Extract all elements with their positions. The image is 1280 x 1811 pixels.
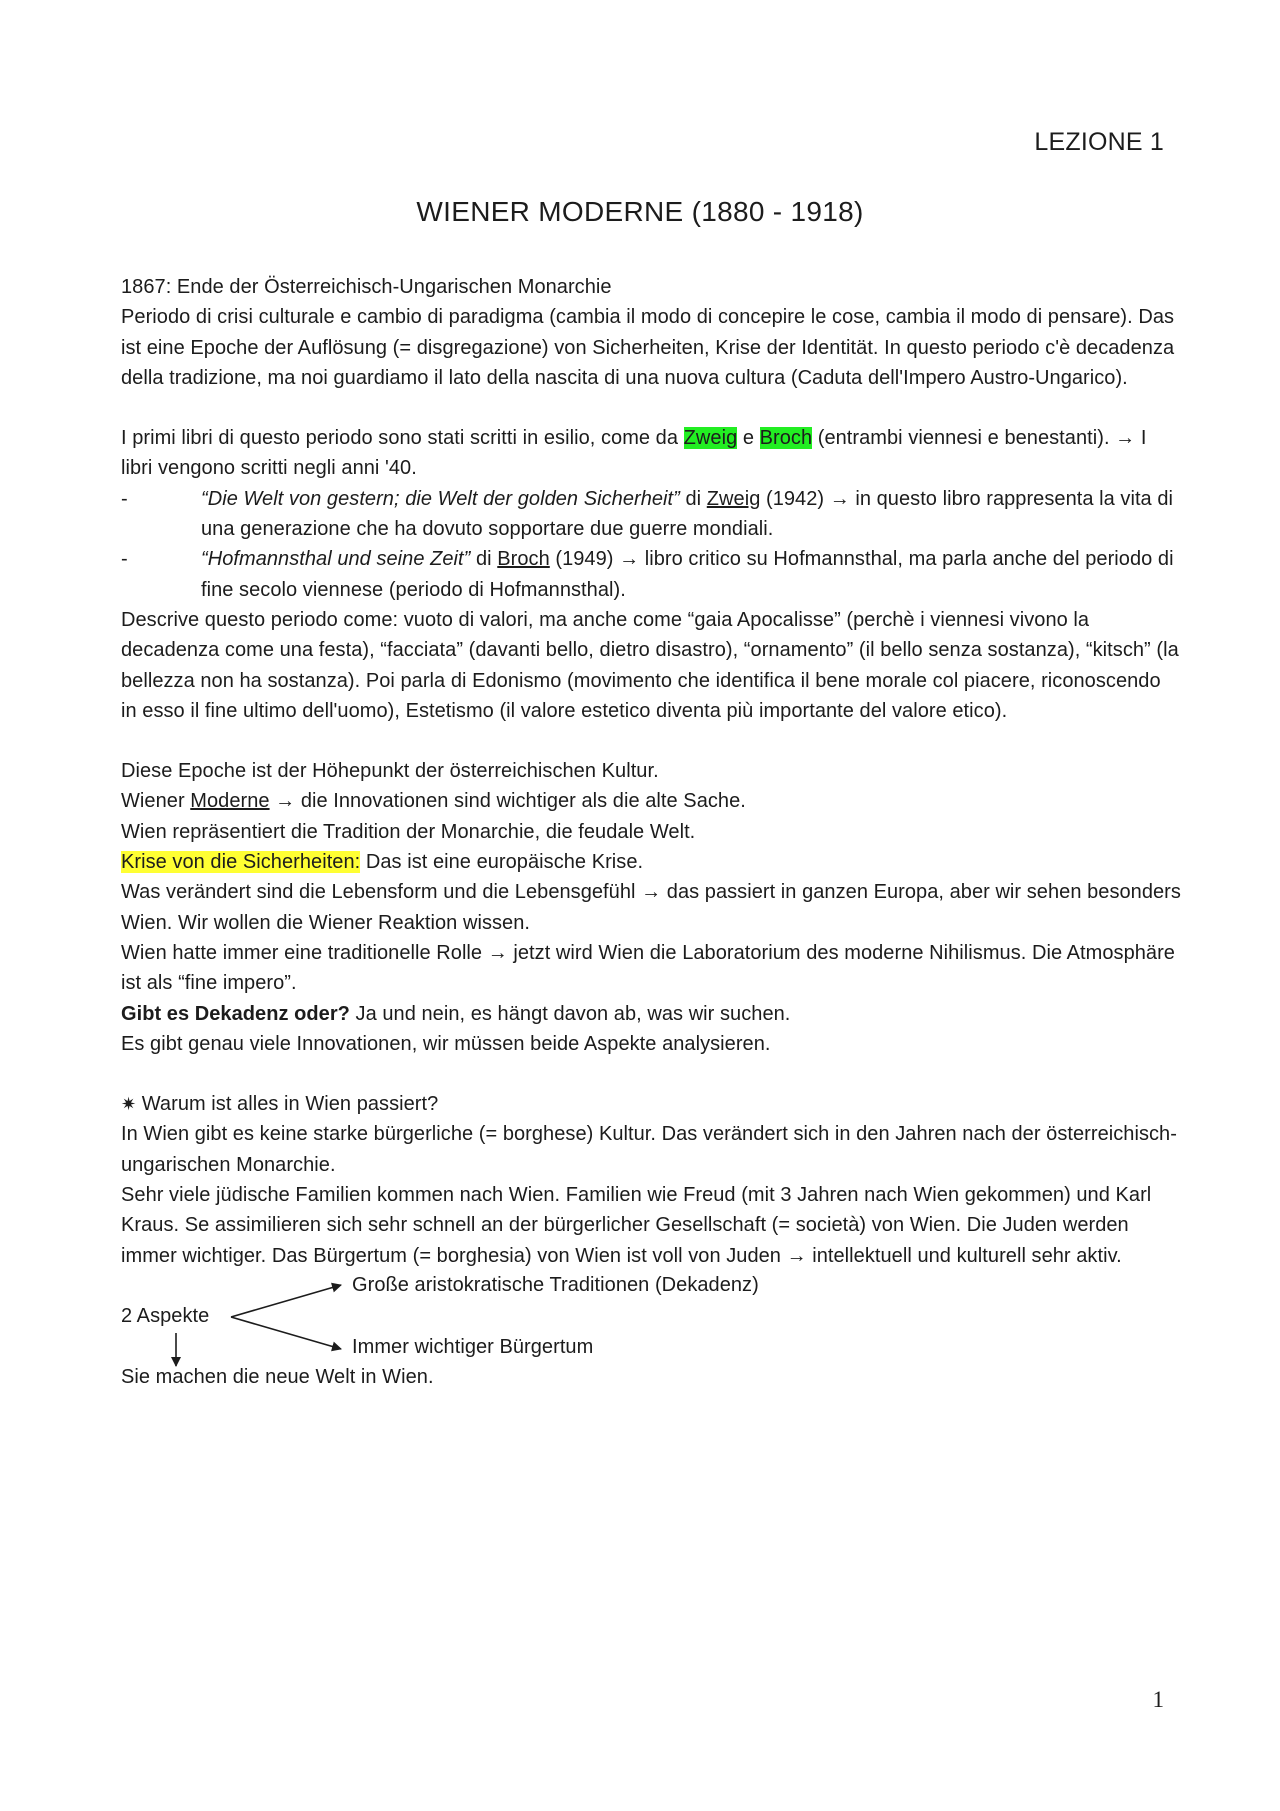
paragraph-3-line: Es gibt genau viele Innovationen, wir müssen beide Aspekte analysieren. xyxy=(121,1032,771,1055)
aspects-diagram xyxy=(121,1271,1181,1392)
book-title: “Die Welt von gestern; die Welt der golden Sicherheit” xyxy=(201,487,680,510)
page-number: 1 xyxy=(1152,1687,1164,1712)
diagram-left-label: 2 Aspekte xyxy=(121,1304,210,1327)
highlight-zweig: Zweig xyxy=(683,427,738,450)
lesson-label: LEZIONE 1 xyxy=(1034,128,1164,156)
bullet-text xyxy=(201,484,1181,545)
document-body xyxy=(121,272,1181,1392)
bold-question: Gibt es Dekadenz oder? xyxy=(121,1002,350,1025)
paragraph-2-intro xyxy=(121,423,1181,484)
spacer xyxy=(121,726,1181,756)
text-run: → die Innovationen sind wichtiger als die alte Sache. xyxy=(269,790,746,813)
arrow-up-right-icon xyxy=(231,1285,341,1317)
text-run: di xyxy=(679,487,707,510)
text-run: (entrambi viennesi e benestanti). → I libri vengono scritti negli anni '40. xyxy=(121,427,1147,480)
diagram-bottom-label: Immer wichtiger Bürgertum xyxy=(352,1335,594,1358)
paragraph-1-text: Periodo di crisi culturale e cambio di paradigma (cambia il modo di concepire le cose, cambia il modo di pensare). Das ist eine Epoche der Auflösung (= disgregazione) von Sicherheiten, Krise der Identität. In questo periodo c'è decadenza della tradizione, ma noi guardiamo il lato della nascita di una nuova cultura (Caduta dell'Impero Austro-Ungarico). xyxy=(121,306,1175,389)
text-run: di xyxy=(470,548,498,571)
paragraph-3-line xyxy=(121,786,1181,816)
paragraph-3-line: Diese Epoche ist der Höhepunkt der österreichischen Kultur. xyxy=(121,760,659,783)
paragraph-4-line: Sehr viele jüdische Familien kommen nach Wien. Familien wie Freud (mit 3 Jahren nach Wien gekommen) und Karl Kraus. Se assimilieren sich sehr schnell an der bürgerlicher Gesellschaft (= società) von Wien. Die Juden werden immer wichtiger. Das Bürgertum (= borghesia) von Wien ist voll von Juden → intellektuell und kulturell sehr aktiv. xyxy=(121,1184,1152,1267)
paragraph-3-line: Was verändert sind die Lebensform und die Lebensgefühl → das passiert in ganzen Europa, aber wir sehen besonders Wien. Wir wollen die Wiener Reaktion wissen. xyxy=(121,881,1181,934)
text-run: I primi libri di questo periodo sono stati scritti in esilio, come da xyxy=(121,427,684,450)
spacer xyxy=(121,1059,1181,1089)
paragraph-4-question xyxy=(121,1089,1181,1119)
text-run: Ja und nein, es hängt davon ab, was wir suchen. xyxy=(349,1002,791,1025)
highlight-broch: Broch xyxy=(759,427,813,450)
text-run: Wiener xyxy=(121,790,191,813)
bullet-dash: - xyxy=(121,548,128,571)
paragraph-3-line xyxy=(121,999,1181,1029)
paragraph-4-line: In Wien gibt es keine starke bürgerliche (= borghese) Kultur. Das verändert sich in den Jahren nach der österreichisch-ungarischen Monarchie. xyxy=(121,1123,1177,1176)
paragraph-3-line xyxy=(121,847,1181,877)
paragraph-3-line: Wien hatte immer eine traditionelle Rolle → jetzt wird Wien die Laboratorium des moderne Nihilismus. Die Atmosphäre ist als “fine impero”. xyxy=(121,941,1175,995)
list-item xyxy=(121,544,1181,605)
highlight-krise: Krise von die Sicherheiten: xyxy=(121,851,361,874)
book-title: “Hofmannsthal und seine Zeit” xyxy=(201,548,471,571)
diagram-conclusion: Sie machen die neue Welt in Wien. xyxy=(121,1365,434,1388)
author-link: Broch xyxy=(497,548,550,571)
paragraph-3-line: Wien repräsentiert die Tradition der Monarchie, die feudale Welt. xyxy=(121,820,696,843)
paragraph-2-description: Descrive questo periodo come: vuoto di valori, ma anche come “gaia Apocalisse” (perchè i viennesi vivono la decadenza come una festa), “facciata” (davanti bello, dietro disastro), “ornamento” (il bello senza sostanza), “kitsch” (la bellezza non ha sostanza). Poi parla di Edonismo (movimento che identifica il bene morale col piacere, riconoscendo in esso il fine ultimo dell'uomo), Estetismo (il valore estetico diventa più importante del valore etico). xyxy=(121,608,1179,722)
paragraph-1-heading: 1867: Ende der Österreichisch-Ungarischen Monarchie xyxy=(121,276,612,298)
text-run: Warum ist alles in Wien passiert? xyxy=(136,1093,439,1116)
author-link: Zweig xyxy=(706,487,761,510)
spacer xyxy=(121,393,1181,423)
text-run: (1949) → libro critico su Hofmannsthal, ma parla anche del periodo di fine secolo viennese (periodo di Hofmannsthal). xyxy=(201,548,1174,601)
underlined-term: Moderne xyxy=(190,790,270,813)
star-icon: ✷ xyxy=(121,1094,137,1115)
text-run: e xyxy=(737,427,760,450)
page-title: WIENER MODERNE (1880 - 1918) xyxy=(416,196,864,227)
arrow-down-right-icon xyxy=(231,1317,341,1349)
bullet-text xyxy=(201,544,1181,605)
list-item xyxy=(121,484,1181,545)
text-run: Das ist eine europäische Krise. xyxy=(360,851,644,874)
bullet-dash: - xyxy=(121,487,128,510)
diagram-top-label: Große aristokratische Traditionen (Dekadenz) xyxy=(352,1273,759,1296)
text-run: (1942) → in questo libro rappresenta la vita di una generazione che ha dovuto sopportare due guerre mondiali. xyxy=(201,487,1173,541)
